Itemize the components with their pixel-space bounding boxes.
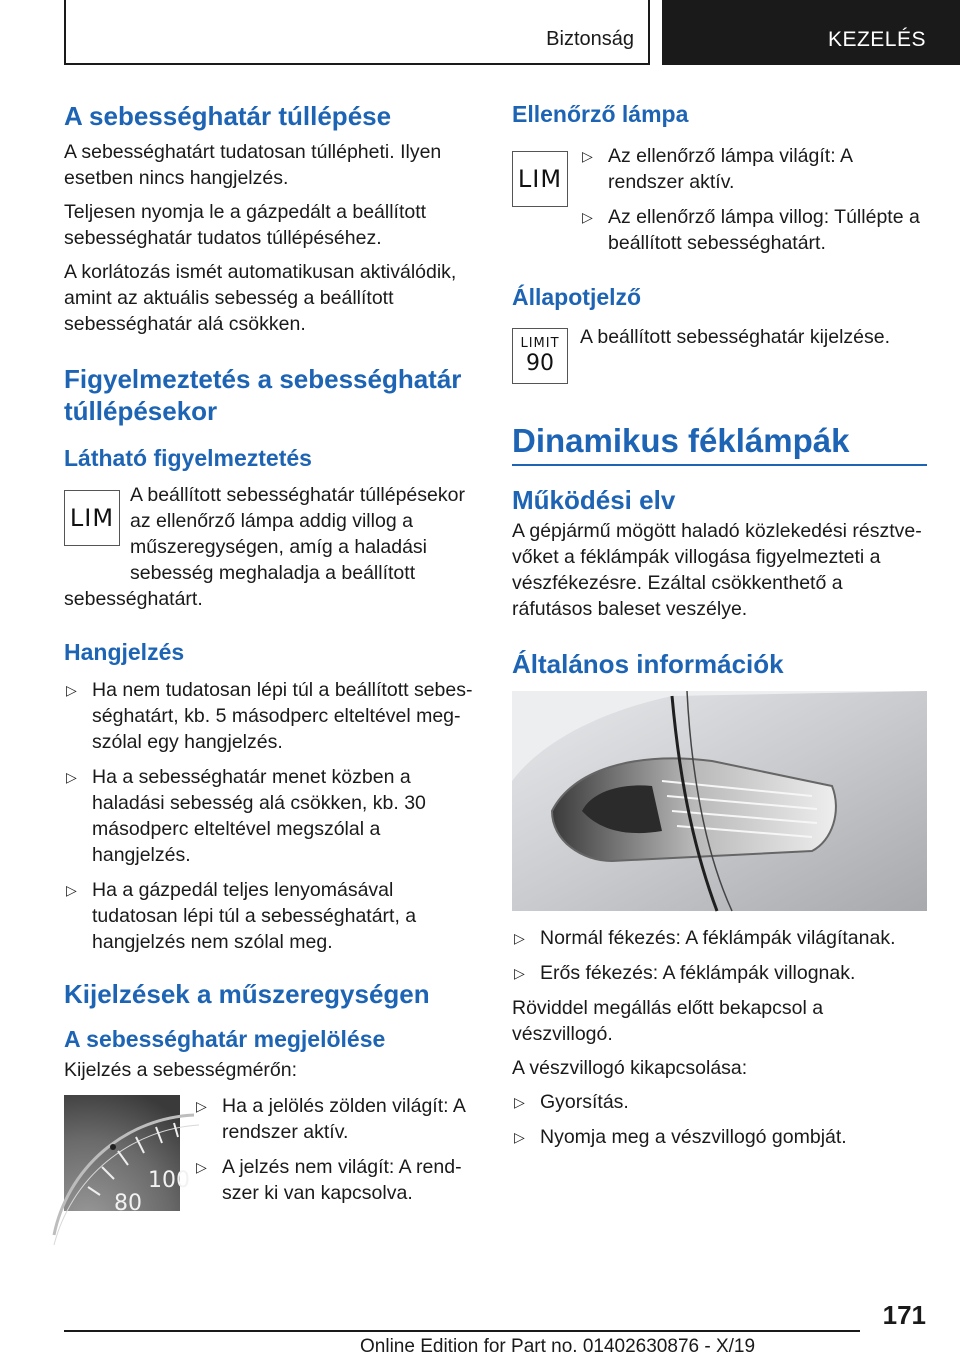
- right-column: [512, 100, 927, 1159]
- list-item: ▷ Nyomja meg a vészvillogó gombját.: [514, 1125, 847, 1148]
- triangle-bullet-icon: ▷: [196, 1159, 207, 1176]
- heading-operating-principle: Működési elv: [512, 484, 676, 515]
- paragraph: Kijelzés a sebességmérőn:: [64, 1059, 298, 1082]
- sound-list: [64, 677, 479, 955]
- footer-edition: Online Edition for Part no. 01402630876 - X/19: [360, 1336, 756, 1357]
- list-item: ▷ Normál fékezés: A féklámpák világítanak.: [514, 926, 896, 949]
- triangle-bullet-icon: ▷: [514, 929, 525, 946]
- brake-list: [512, 925, 927, 986]
- paragraph: A beállított sebességhatár túllépésekor az ellenőrző lámpa addig villog a műszeregységen, amíg a haladási sebesség meghaladja a beállított sebességhatárt.: [64, 484, 465, 611]
- list-item: ▷ Ha a sebességhatár menet közben a haladási sebesség alá csökken, kb. 30 másodperc elteltével megszólal a hangjelzés.: [66, 766, 426, 866]
- list-item: ▷ Ha nem tudatosan lépi túl a beállított sebességhatárt, kb. 5 másodperc elteltével megszólal egy hangjelzés.: [66, 679, 473, 753]
- speedometer-image: [64, 1095, 190, 1217]
- page-number: 171: [882, 1300, 926, 1330]
- list-item: ▷ Az ellenőrző lámpa világít: A rendszer aktív.: [582, 144, 852, 193]
- heading-speed-limit-exceeded: A sebességhatár túllépése: [64, 101, 392, 131]
- lim-indicator-icon: LIM: [64, 490, 120, 546]
- list-item: ▷ Erős fékezés: A féklámpák villognak.: [514, 961, 856, 984]
- paragraph: Teljesen nyomja le a gázpedált a beállított sebességhatár tudatos túllépéséhez.: [64, 200, 427, 249]
- paragraph: A beállított sebességhatár kijelzése.: [580, 325, 891, 348]
- triangle-bullet-icon: ▷: [582, 208, 593, 225]
- triangle-bullet-icon: ▷: [66, 769, 77, 785]
- triangle-bullet-icon: ▷: [66, 682, 77, 698]
- triangle-bullet-icon: ▷: [196, 1098, 207, 1115]
- tail-light-image: [512, 691, 927, 911]
- paragraph: Röviddel megállás előtt bekapcsol a vészvillogó.: [512, 996, 824, 1045]
- heading-general-information: Általános információk: [512, 649, 784, 679]
- heading-displays: Kijelzések a műszeregységen: [64, 979, 430, 1009]
- paragraph: A korlátozás ismét automatikusan aktiválódik, amint az aktuális sebesség a beállított sebességhatár alá csökken.: [64, 260, 457, 335]
- list-item: ▷ A jelzés nem világít: A rendszer ki van kapcsolva.: [196, 1156, 462, 1205]
- heading-sound: Hangjelzés: [64, 639, 185, 666]
- hazard-list: [512, 1089, 927, 1150]
- heading-warning: Figyelmeztetés a sebességhatár túllépésekor: [64, 363, 462, 426]
- lim-indicator-icon: LIM: [512, 151, 568, 207]
- list-item: ▷ Ha a gázpedál teljes lenyomásával tudatosan lépi túl a sebességhatárt, a hangjelzés nem szólal meg.: [66, 879, 417, 953]
- list-item: ▷ Ha a jelölés zölden világít: A rendszer aktív.: [196, 1095, 465, 1144]
- triangle-bullet-icon: ▷: [514, 964, 525, 981]
- header-section-box: [64, 0, 650, 65]
- header-chapter-box: [662, 0, 960, 65]
- paragraph: A vészvillogó kikapcsolása:: [512, 1056, 748, 1079]
- header-section-title: Biztonság: [546, 28, 634, 50]
- heading-limit-marking: A sebességhatár megjelölése: [64, 1025, 386, 1052]
- list-item: ▷ Gyorsítás.: [514, 1090, 629, 1113]
- heading-dynamic-brake-lights: Dinamikus féklámpák: [512, 422, 927, 466]
- svg-text:80: 80: [114, 1191, 142, 1217]
- header-chapter-title: KEZELÉS: [827, 28, 926, 51]
- svg-text:100: 100: [148, 1168, 190, 1194]
- marking-list: [194, 1093, 479, 1215]
- heading-status-indicator: Állapotjelző: [512, 283, 642, 310]
- heading-indicator-lamp: Ellenőrző lámpa: [512, 101, 689, 127]
- lamp-list: [580, 143, 927, 265]
- paragraph: A gépjármű mögött haladó közlekedési résztvevőket a féklámpák villogása figyelmezteti a vészfékezésre. Ezáltal csökkenthető a ráfutásos baleset veszélye.: [512, 520, 922, 620]
- heading-visible-warning: Látható figyelmeztetés: [64, 444, 312, 471]
- triangle-bullet-icon: ▷: [582, 147, 593, 164]
- triangle-bullet-icon: ▷: [66, 882, 77, 898]
- paragraph: A sebességhatárt tudatosan túllépheti. Ilyen esetben nincs hangjelzés.: [64, 140, 442, 189]
- left-column: [64, 100, 479, 1215]
- list-item: ▷ Az ellenőrző lámpa villog: Túllépte a beállított sebességhatárt.: [582, 205, 920, 254]
- triangle-bullet-icon: ▷: [514, 1128, 525, 1145]
- footer-divider: [64, 1330, 860, 1332]
- limit-90-indicator-icon: LIMIT 90: [512, 328, 568, 384]
- triangle-bullet-icon: ▷: [514, 1093, 525, 1110]
- page-header: [0, 0, 960, 66]
